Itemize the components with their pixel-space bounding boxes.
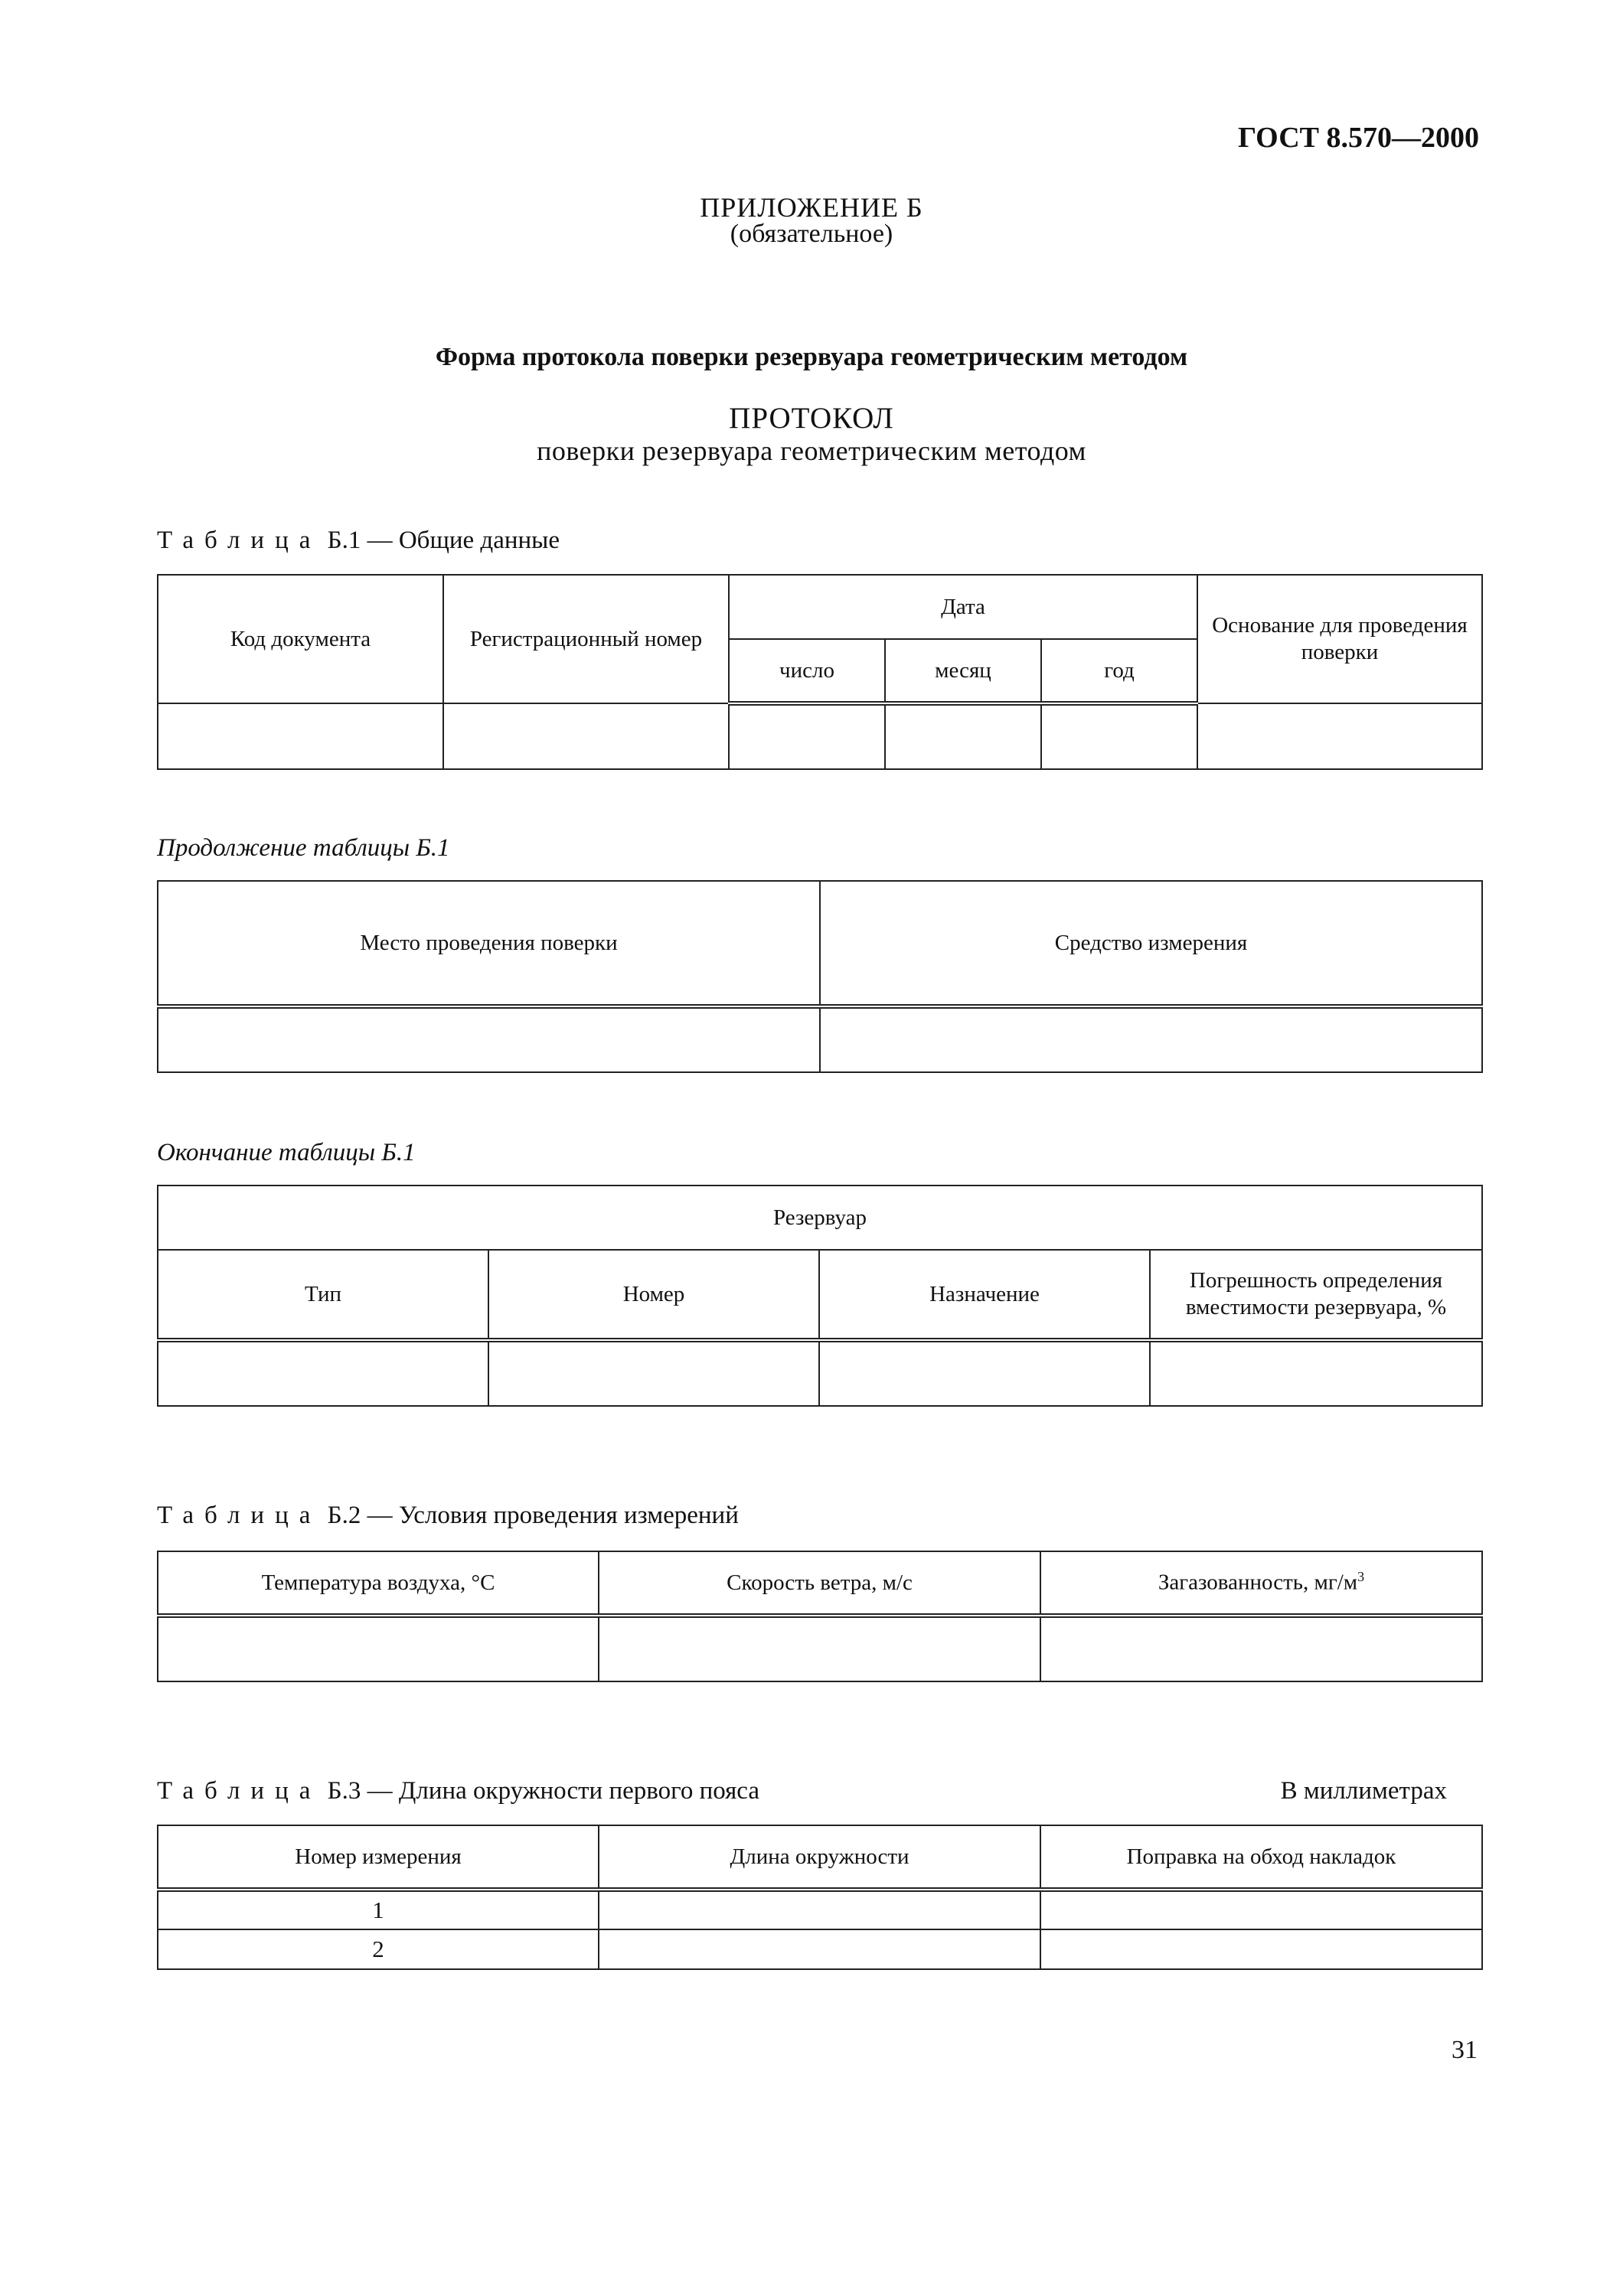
header-instrument: Средство измерения xyxy=(820,881,1482,1006)
table-cell[interactable] xyxy=(1150,1340,1482,1406)
table-b1-number: Б.1 — Общие данные xyxy=(327,527,560,554)
header-year: год xyxy=(1041,639,1197,703)
table-cell[interactable] xyxy=(599,1890,1040,1929)
table-cell[interactable] xyxy=(1040,1616,1482,1681)
table-b3-number: Б.3 — Длина окружности первого пояса xyxy=(327,1777,759,1805)
header-measurement-number: Номер измерения xyxy=(158,1825,599,1890)
measurement-number: 1 xyxy=(158,1890,599,1929)
header-error: Погрешность определения вместимости резервуара, % xyxy=(1150,1250,1482,1340)
table-cell[interactable] xyxy=(599,1616,1040,1681)
header-basis: Основание для проведения поверки xyxy=(1197,575,1482,703)
table-b1-caption xyxy=(157,527,560,555)
table-cell[interactable] xyxy=(1041,703,1197,769)
table-cell[interactable] xyxy=(729,703,885,769)
document-standard-number: ГОСТ 8.570—2000 xyxy=(1237,122,1479,154)
header-overlay-correction: Поправка на обход накладок xyxy=(1040,1825,1482,1890)
header-day: число xyxy=(729,639,885,703)
measurement-number: 2 xyxy=(158,1929,599,1969)
protocol-title: ПРОТОКОЛ xyxy=(729,402,894,435)
table-b1-continuation xyxy=(157,880,1483,1073)
header-wind-speed: Скорость ветра, м/с xyxy=(599,1551,1040,1616)
header-type: Тип xyxy=(158,1250,488,1340)
table-b1 xyxy=(157,574,1483,770)
table-b2 xyxy=(157,1551,1483,1682)
table-b3-caption xyxy=(157,1777,759,1805)
table-b2-number: Б.2 — Условия проведения измерений xyxy=(327,1502,739,1529)
table-b2-caption xyxy=(157,1502,739,1530)
header-reg-number: Регистрационный номер xyxy=(443,575,729,703)
table-cell[interactable] xyxy=(1040,1929,1482,1969)
protocol-subtitle: поверки резервуара геометрическим методом xyxy=(537,435,1086,466)
table-cell[interactable] xyxy=(885,703,1041,769)
header-purpose: Назначение xyxy=(819,1250,1150,1340)
table-cell[interactable] xyxy=(158,703,443,769)
table-b3-label: Таблица xyxy=(157,1777,322,1805)
table-cell[interactable] xyxy=(488,1340,819,1406)
table-cell[interactable] xyxy=(443,703,729,769)
header-air-temperature: Температура воздуха, °С xyxy=(158,1551,599,1616)
table-b1-end-caption: Окончание таблицы Б.1 xyxy=(157,1139,416,1166)
form-title: Форма протокола поверки резервуара геометрическим методом xyxy=(435,343,1188,371)
table-row xyxy=(158,1929,1482,1969)
appendix-title: ПРИЛОЖЕНИЕ Б xyxy=(700,192,923,223)
header-month: месяц xyxy=(885,639,1041,703)
table-b1-end xyxy=(157,1185,1483,1407)
header-place: Место проведения поверки xyxy=(158,881,820,1006)
header-circumference: Длина окружности xyxy=(599,1825,1040,1890)
table-b1-continuation-caption: Продолжение таблицы Б.1 xyxy=(157,834,450,862)
table-cell[interactable] xyxy=(1197,703,1482,769)
table-b2-label: Таблица xyxy=(157,1502,322,1529)
table-cell[interactable] xyxy=(158,1006,820,1072)
header-doc-code: Код документа xyxy=(158,575,443,703)
header-date: Дата xyxy=(729,575,1197,639)
appendix-subtitle: (обязательное) xyxy=(730,220,893,248)
header-tank: Резервуар xyxy=(158,1186,1482,1250)
table-b3-units: В миллиметрах xyxy=(1280,1777,1447,1805)
table-cell[interactable] xyxy=(819,1340,1150,1406)
table-cell[interactable] xyxy=(820,1006,1482,1072)
page-number: 31 xyxy=(1452,2036,1478,2064)
header-gas-contamination: Загазованность, $мг/м^3$ xyxy=(1040,1551,1482,1616)
table-cell[interactable] xyxy=(158,1340,488,1406)
table-row xyxy=(158,1890,1482,1929)
table-cell[interactable] xyxy=(1040,1890,1482,1929)
header-number: Номер xyxy=(488,1250,819,1340)
table-cell[interactable] xyxy=(599,1929,1040,1969)
table-cell[interactable] xyxy=(158,1616,599,1681)
table-b1-label: Таблица xyxy=(157,527,322,554)
table-b3 xyxy=(157,1825,1483,1970)
